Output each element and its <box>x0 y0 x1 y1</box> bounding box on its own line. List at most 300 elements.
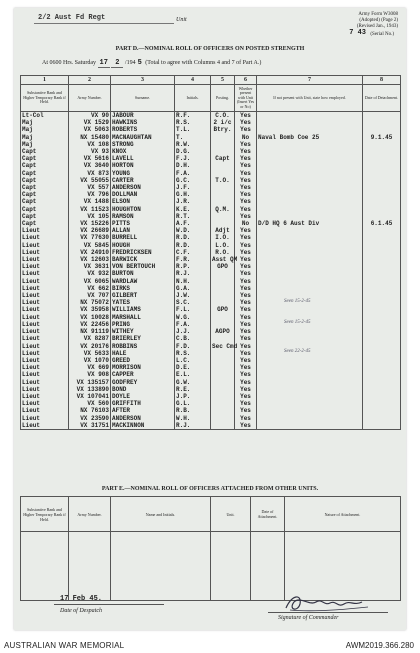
cell-present: Yes <box>235 263 257 270</box>
officer-row <box>21 263 401 270</box>
cell-initials: D.E. <box>175 364 211 371</box>
cell-army-number: VX 107041 <box>69 393 111 400</box>
cell-initials: G.A. <box>175 285 211 292</box>
cell-surname: HALE <box>111 350 175 357</box>
cell-rank: Lieut <box>21 285 69 292</box>
officer-row <box>21 220 401 227</box>
cell-army-number: VX 662 <box>69 285 111 292</box>
cell-rank: Capt <box>21 162 69 169</box>
cell-surname: KNOX <box>111 148 175 155</box>
cell-initials: R.S. <box>175 119 211 126</box>
cell-posting <box>211 141 235 148</box>
cell-army-number: VX 15226 <box>69 220 111 227</box>
officer-row <box>21 141 401 148</box>
cell-detachment-date <box>363 227 401 234</box>
cell-army-number: NX 15480 <box>69 134 111 141</box>
part-d-title: PART D.—NOMINAL ROLL OF OFFICERS ON POSTED STRENGTH <box>115 46 305 52</box>
cell-rank: Lieut <box>21 263 69 270</box>
cell-rank: Lieut <box>21 343 69 350</box>
cell-initials: G.H. <box>175 191 211 198</box>
cell-posting: R.O. <box>211 249 235 256</box>
cell-rank: Lieut <box>21 270 69 277</box>
cell-army-number: VX 23590 <box>69 415 111 422</box>
form-line: (Adopted) (Page 2) <box>359 18 398 23</box>
cell-present: Yes <box>235 321 257 328</box>
cell-surname: AFTER <box>111 407 175 414</box>
cell-initials: J.J. <box>175 328 211 335</box>
cell-army-number: VX 3631 <box>69 263 111 270</box>
cell-surname: PRING <box>111 321 175 328</box>
cell-army-number: VX 669 <box>69 364 111 371</box>
unit-value: 2/2 Aust Fd Regt <box>38 14 106 22</box>
cell-initials: K.E. <box>175 206 211 213</box>
cell-employment <box>257 379 363 386</box>
cell-detachment-date <box>363 285 401 292</box>
cell-surname: ANDERSON <box>111 184 175 191</box>
cell-present: Yes <box>235 206 257 213</box>
cell-rank: Lieut <box>21 415 69 422</box>
cell-present: Yes <box>235 119 257 126</box>
cell-initials: R.P. <box>175 263 211 270</box>
officer-row <box>21 364 401 371</box>
officer-row <box>21 177 401 184</box>
col-number: 6 <box>235 76 257 85</box>
officer-row <box>21 321 401 328</box>
cell-initials: J.W. <box>175 292 211 299</box>
cell-rank: Lieut <box>21 393 69 400</box>
cell-detachment-date <box>363 155 401 162</box>
cell-army-number: VX 11523 <box>69 206 111 213</box>
cell-employment <box>257 184 363 191</box>
cell-present: Yes <box>235 141 257 148</box>
cell-initials: T. <box>175 134 211 141</box>
roll-date-line <box>42 59 261 68</box>
unit-label: Unit <box>176 17 187 23</box>
officer-row <box>21 328 401 335</box>
col-number: 8 <box>363 76 401 85</box>
cell-present: Yes <box>235 148 257 155</box>
cell-rank: Lieut <box>21 400 69 407</box>
col-header-detachment-date: Date of Detachment. <box>363 85 401 112</box>
cell-rank: Capt <box>21 148 69 155</box>
cell-posting <box>211 162 235 169</box>
cell-employment <box>257 400 363 407</box>
despatch-underline <box>54 604 164 605</box>
cell-posting: Adjt <box>211 227 235 234</box>
officer-row <box>21 306 401 313</box>
cell-employment <box>257 126 363 133</box>
cell-posting <box>211 213 235 220</box>
cell-posting: Capt <box>211 155 235 162</box>
cell-rank: Lieut <box>21 335 69 342</box>
cell-rank: Maj <box>21 134 69 141</box>
officer-row <box>21 256 401 263</box>
cell-present: Yes <box>235 177 257 184</box>
cell-detachment-date <box>363 343 401 350</box>
part-e-title: PART E.—NOMINAL ROLL OF OFFICERS ATTACHED FROM OTHER UNITS. <box>101 486 319 492</box>
officers-roll-table <box>20 75 401 430</box>
cell-army-number: VX 5616 <box>69 155 111 162</box>
cell-detachment-date <box>363 278 401 285</box>
despatch-label: Date of Despatch <box>60 608 102 614</box>
cell-employment <box>257 119 363 126</box>
cell-detachment-date <box>363 371 401 378</box>
cell-rank: Lieut <box>21 249 69 256</box>
cell-posting <box>211 422 235 430</box>
cell-detachment-date: 9.1.45 <box>363 134 401 141</box>
cell-army-number: VX 5633 <box>69 350 111 357</box>
serial-value: 7 43 <box>349 29 366 37</box>
cell-initials: F.D. <box>175 343 211 350</box>
cell-initials: J.P. <box>175 393 211 400</box>
cell-initials: R.J. <box>175 270 211 277</box>
cell-detachment-date <box>363 249 401 256</box>
cell-detachment-date <box>363 263 401 270</box>
cell-present: Yes <box>235 364 257 371</box>
cell-army-number: NX 76103 <box>69 407 111 414</box>
cell-posting <box>211 314 235 321</box>
cell-posting: Q.M. <box>211 206 235 213</box>
cell-present: Yes <box>235 350 257 357</box>
cell-present: Yes <box>235 328 257 335</box>
cell-detachment-date <box>363 256 401 263</box>
cell-employment <box>257 393 363 400</box>
cell-detachment-date <box>363 292 401 299</box>
cell-rank: Lieut <box>21 328 69 335</box>
col-number: 2 <box>69 76 111 85</box>
cell-rank: Lieut <box>21 422 69 430</box>
officer-row <box>21 386 401 393</box>
col-header-posting: Posting. <box>211 85 235 112</box>
cell-army-number: VX 77630 <box>69 234 111 241</box>
cell-rank: Lieut <box>21 321 69 328</box>
cell-employment <box>257 270 363 277</box>
cell-rank: Lieut <box>21 299 69 306</box>
cell-initials: R.T. <box>175 213 211 220</box>
cell-army-number: VX 93 <box>69 148 111 155</box>
cell-posting <box>211 379 235 386</box>
attached-empty-row <box>21 532 401 601</box>
cell-surname: VON BERTOUCH <box>111 263 175 270</box>
att-header-date: Date of Attachment. <box>251 497 285 532</box>
officer-row <box>21 270 401 277</box>
cell-surname: ROBBINS <box>111 343 175 350</box>
cell-surname: RAMSON <box>111 213 175 220</box>
cell-posting <box>211 220 235 227</box>
officer-row <box>21 379 401 386</box>
cell-detachment-date <box>363 357 401 364</box>
pencil-note: Seen 15-2-45 <box>284 299 311 304</box>
cell-employment <box>257 141 363 148</box>
officer-row <box>21 227 401 234</box>
cell-rank: Lieut <box>21 256 69 263</box>
cell-initials: G.W. <box>175 379 211 386</box>
col-header-initials: Initials. <box>175 85 211 112</box>
cell-posting <box>211 335 235 342</box>
cell-army-number: VX 8287 <box>69 335 111 342</box>
cell-detachment-date <box>363 170 401 177</box>
cell-initials: F.L. <box>175 306 211 313</box>
cell-initials: C.F. <box>175 249 211 256</box>
cell-initials: C.B. <box>175 335 211 342</box>
officer-row <box>21 155 401 162</box>
cell-present: Yes <box>235 422 257 430</box>
cell-rank: Capt <box>21 206 69 213</box>
cell-present: Yes <box>235 162 257 169</box>
cell-posting <box>211 170 235 177</box>
officer-row <box>21 112 401 120</box>
cell-detachment-date <box>363 306 401 313</box>
cell-surname: ELSON <box>111 198 175 205</box>
cell-army-number: VX 5845 <box>69 242 111 249</box>
cell-posting: C.O. <box>211 112 235 120</box>
cell-army-number: VX 1488 <box>69 198 111 205</box>
at-text: At 0600 Hrs. Saturday <box>42 60 96 66</box>
cell-employment <box>257 278 363 285</box>
cell-rank: Lieut <box>21 371 69 378</box>
cell-employment <box>257 213 363 220</box>
cell-detachment-date <box>363 177 401 184</box>
cell-detachment-date <box>363 119 401 126</box>
cell-surname: LAVELL <box>111 155 175 162</box>
cell-posting: 2 i/c <box>211 119 235 126</box>
officer-row <box>21 292 401 299</box>
att-header-army-number: Army Number. <box>69 497 111 532</box>
cell-present: Yes <box>235 400 257 407</box>
cell-army-number: VX 26689 <box>69 227 111 234</box>
cell-surname: MACKINNON <box>111 422 175 430</box>
cell-present: Yes <box>235 386 257 393</box>
cell-present: Yes <box>235 184 257 191</box>
cell-rank: Maj <box>21 141 69 148</box>
cell-surname: HORTON <box>111 162 175 169</box>
cell-initials: S.C. <box>175 299 211 306</box>
cell-posting <box>211 357 235 364</box>
column-header-row <box>21 85 401 112</box>
officer-row <box>21 415 401 422</box>
cell-surname: STRONG <box>111 141 175 148</box>
cell-surname: HOUGHTON <box>111 206 175 213</box>
cell-employment <box>257 148 363 155</box>
caption-right: AWM2019.366.280 <box>345 641 414 650</box>
serial-label: (Serial No.) <box>370 32 394 37</box>
cell-detachment-date <box>363 364 401 371</box>
cell-surname: DOYLE <box>111 393 175 400</box>
cell-posting <box>211 299 235 306</box>
cell-initials: D.G. <box>175 148 211 155</box>
cell-initials: R.B. <box>175 407 211 414</box>
cell-employment <box>257 422 363 430</box>
cell-surname: BRIERLEY <box>111 335 175 342</box>
cell-detachment-date <box>363 234 401 241</box>
cell-army-number: VX 24910 <box>69 249 111 256</box>
roll-sheet <box>14 8 406 630</box>
officer-row <box>21 198 401 205</box>
col-number: 1 <box>21 76 69 85</box>
officer-row <box>21 314 401 321</box>
cell-rank: Lieut <box>21 242 69 249</box>
cell-rank: Capt <box>21 177 69 184</box>
cell-initials: J.F. <box>175 184 211 191</box>
cell-army-number: VX 31751 <box>69 422 111 430</box>
date-month: 2 <box>115 59 120 67</box>
cell-surname: BIRKS <box>111 285 175 292</box>
cell-employment <box>257 415 363 422</box>
cell-detachment-date <box>363 386 401 393</box>
cell-posting: Btry. <box>211 126 235 133</box>
cell-employment <box>257 155 363 162</box>
cell-initials: W.H. <box>175 415 211 422</box>
cell-present: Yes <box>235 343 257 350</box>
cell-detachment-date <box>363 184 401 191</box>
cell-rank: Lieut <box>21 234 69 241</box>
signature-underline <box>268 612 388 613</box>
officer-row <box>21 242 401 249</box>
cell-initials: L.C. <box>175 357 211 364</box>
cell-posting: GPO <box>211 306 235 313</box>
commander-signature-icon <box>280 592 380 614</box>
cell-rank: Lieut <box>21 227 69 234</box>
cell-army-number: VX 20176 <box>69 343 111 350</box>
cell-employment: D/D HQ 6 Aust Div <box>257 220 363 227</box>
officer-row <box>21 357 401 364</box>
cell-army-number: VX 796 <box>69 191 111 198</box>
cell-posting <box>211 400 235 407</box>
cell-present: Yes <box>235 299 257 306</box>
cell-employment <box>257 242 363 249</box>
officer-row <box>21 393 401 400</box>
cell-rank: Lieut <box>21 350 69 357</box>
cell-initials: F.R. <box>175 256 211 263</box>
cell-rank: Capt <box>21 220 69 227</box>
cell-surname: HAWKINS <box>111 119 175 126</box>
officer-row <box>21 134 401 141</box>
officer-row <box>21 126 401 133</box>
att-header-rank: Substantive Rank and Higher Temporary Rank if Held. <box>21 497 69 532</box>
cell-initials: R.W. <box>175 141 211 148</box>
cell-initials: R.J. <box>175 422 211 430</box>
cell-initials: W.G. <box>175 314 211 321</box>
col-header-army-number: Army Number. <box>69 85 111 112</box>
cell-initials: F.A. <box>175 321 211 328</box>
officers-roll-body <box>21 112 401 430</box>
cell-posting <box>211 407 235 414</box>
cell-detachment-date <box>363 206 401 213</box>
cell-surname: CARTER <box>111 177 175 184</box>
cell-employment <box>257 386 363 393</box>
cell-initials: F.A. <box>175 170 211 177</box>
cell-present: Yes <box>235 407 257 414</box>
cell-detachment-date <box>363 321 401 328</box>
cell-present: Yes <box>235 314 257 321</box>
cell-rank: Capt <box>21 191 69 198</box>
cell-initials: R.S. <box>175 350 211 357</box>
cell-detachment-date <box>363 299 401 306</box>
cell-rank: Lieut <box>21 357 69 364</box>
cell-army-number: VX 1529 <box>69 119 111 126</box>
officer-row <box>21 400 401 407</box>
cell-initials: R.D. <box>175 234 211 241</box>
col-header-employment: If not present with Unit, state how employed. <box>257 85 363 112</box>
cell-initials: T.L. <box>175 126 211 133</box>
cell-surname: CAPPER <box>111 371 175 378</box>
cell-present: Yes <box>235 270 257 277</box>
cell-rank: Lieut <box>21 292 69 299</box>
cell-initials: R.D. <box>175 242 211 249</box>
cell-employment <box>257 364 363 371</box>
cell-posting <box>211 371 235 378</box>
cell-detachment-date <box>363 162 401 169</box>
cell-posting <box>211 134 235 141</box>
cell-employment <box>257 263 363 270</box>
cell-rank: Lieut <box>21 379 69 386</box>
cell-posting <box>211 393 235 400</box>
cell-present: No <box>235 134 257 141</box>
cell-surname: BURTON <box>111 270 175 277</box>
cell-initials: W.D. <box>175 227 211 234</box>
cell-present: Yes <box>235 335 257 342</box>
cell-posting <box>211 321 235 328</box>
cell-army-number: VX 10028 <box>69 314 111 321</box>
column-number-row <box>21 76 401 85</box>
cell-surname: WARDLAW <box>111 278 175 285</box>
cell-detachment-date: 6.1.45 <box>363 220 401 227</box>
cell-surname: BARWICK <box>111 256 175 263</box>
col-number: 5 <box>211 76 235 85</box>
cell-employment <box>257 191 363 198</box>
officer-row <box>21 184 401 191</box>
cell-present: Yes <box>235 242 257 249</box>
cell-employment <box>257 234 363 241</box>
cell-employment <box>257 335 363 342</box>
cell-present: No <box>235 220 257 227</box>
date-year: 5 <box>137 59 142 67</box>
col-number: 4 <box>175 76 211 85</box>
cell-detachment-date <box>363 328 401 335</box>
col-number: 7 <box>257 76 363 85</box>
total-note: (Total to agree with Columns 4 and 7 of Part A.) <box>145 60 262 66</box>
cell-surname: MACNAUGHTAN <box>111 134 175 141</box>
att-header-unit: Unit. <box>211 497 251 532</box>
caption-left: AUSTRALIAN WAR MEMORIAL <box>4 641 125 650</box>
attached-officers-table <box>20 496 401 601</box>
officer-row <box>21 278 401 285</box>
cell-initials: A.F. <box>175 220 211 227</box>
cell-detachment-date <box>363 126 401 133</box>
pencil-note: Seen 22-2-45 <box>284 349 311 354</box>
form-line: Army Form W3008 <box>358 12 398 17</box>
cell-detachment-date <box>363 379 401 386</box>
officer-row <box>21 249 401 256</box>
cell-surname: WILLIAMS <box>111 306 175 313</box>
officer-row <box>21 170 401 177</box>
col-header-present: Whether present with Unit (Insert Yes or No) <box>235 85 257 112</box>
cell-present: Yes <box>235 256 257 263</box>
cell-posting <box>211 364 235 371</box>
cell-rank: Capt <box>21 213 69 220</box>
cell-rank: Maj <box>21 119 69 126</box>
cell-army-number: VX 90 <box>69 112 111 120</box>
cell-surname: DOLLMAN <box>111 191 175 198</box>
cell-employment <box>257 112 363 120</box>
att-header-name: Name and Initials. <box>111 497 211 532</box>
cell-surname: YOUNG <box>111 170 175 177</box>
cell-army-number: VX 22456 <box>69 321 111 328</box>
cell-army-number: VX 135157 <box>69 379 111 386</box>
cell-employment <box>257 256 363 263</box>
cell-employment <box>257 285 363 292</box>
cell-detachment-date <box>363 314 401 321</box>
